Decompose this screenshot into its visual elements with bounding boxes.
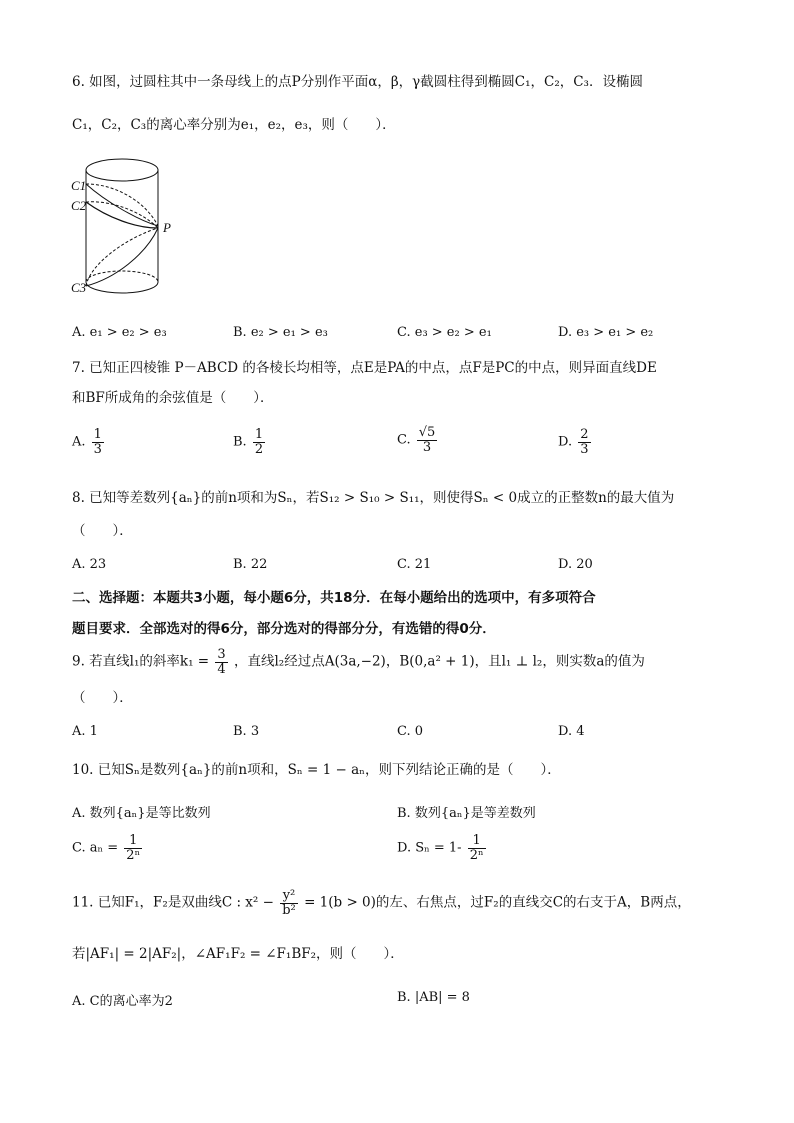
- q8-line2: （ ）．: [72, 523, 133, 539]
- fraction: $\frac{1}{2}$: [254, 427, 264, 457]
- label-c2: C2: [71, 198, 87, 213]
- section2-heading-line1: 二、选择题：本题共3小题，每小题6分，共18分．在每小题给出的选项中，有多项符合: [72, 590, 596, 606]
- q11-text-pre: 11. 已知F₁，F₂是双曲线C : x² −: [72, 894, 274, 911]
- label-p: P: [163, 220, 171, 235]
- q9-option-c[interactable]: C. 0: [397, 724, 424, 739]
- q9-line2: （ ）．: [72, 690, 133, 706]
- option-letter: B.: [233, 434, 247, 450]
- q11-option-a[interactable]: A. C的离心率为2: [72, 994, 173, 1009]
- q10-option-a[interactable]: A. 数列{aₙ}是等比数列: [72, 806, 211, 821]
- section2-heading-line2: 题目要求．全部选对的得6分，部分选对的得部分分，有选错的得0分．: [72, 621, 496, 637]
- q9-option-d[interactable]: D. 4: [558, 724, 585, 739]
- q9-option-a[interactable]: A. 1: [72, 724, 98, 739]
- label-c3: C3: [71, 280, 87, 295]
- q6-line2: C₁，C₂，C₃的离心率分别为e₁，e₂，e₃，则（ ）．: [72, 117, 396, 133]
- q10-option-c[interactable]: [72, 834, 144, 862]
- cylinder-bottom-back: [86, 271, 158, 282]
- q10-option-c-text: C. aₙ =: [72, 840, 119, 856]
- q8-option-a[interactable]: A. 23: [72, 557, 107, 572]
- q11-line2: 若|AF₁| = 2|AF₂|，∠AF₁F₂ = ∠F₁BF₂，则（ ）．: [72, 946, 404, 962]
- q11-line1: [72, 889, 691, 917]
- q9-option-b[interactable]: B. 3: [233, 724, 260, 739]
- q7-line2: 和BF所成角的余弦值是（ ）．: [72, 390, 274, 406]
- q10-option-d[interactable]: [397, 834, 488, 862]
- q8-option-d[interactable]: D. 20: [558, 557, 593, 572]
- ellipse-c1-back: [86, 184, 158, 226]
- fraction: $\frac{1}{\text{2ⁿ}}$: [469, 833, 484, 863]
- cylinder-top-ellipse: [86, 159, 158, 181]
- ellipse-c1-front: [86, 184, 158, 226]
- q11-text-post: = 1(b > 0)的左、右焦点，过F₂的直线交C的右支于A，B两点，: [304, 894, 691, 911]
- fraction: $\frac{2}{3}$: [580, 427, 589, 457]
- q9-slope-fraction: $\frac{3}{4}$: [217, 647, 226, 677]
- ellipse-c2-back: [86, 202, 158, 228]
- q8-line1: 8. 已知等差数列{aₙ}的前n项和为Sₙ，若S₁₂ > S₁₀ > S₁₁，则使得Sₙ < 0成立的正整数n的最大值为: [72, 490, 675, 506]
- q6-option-a[interactable]: A. e₁ > e₂ > e₃: [72, 325, 167, 340]
- ellipse-c2-front: [86, 202, 158, 228]
- q8-option-c[interactable]: C. 21: [397, 557, 432, 572]
- q11-option-b[interactable]: B. |AB| = 8: [397, 990, 470, 1005]
- q6-option-b[interactable]: B. e₂ > e₁ > e₃: [233, 325, 328, 340]
- option-letter: A.: [72, 434, 86, 450]
- ellipse-c3-front: [86, 228, 158, 286]
- q11-hyperbola-fraction: $\frac{\text{y²}}{\text{b²}}$: [282, 888, 296, 918]
- label-c1: C1: [71, 178, 87, 193]
- q10-line1: 10. 已知Sₙ是数列{aₙ}的前n项和，Sₙ = 1 − aₙ，则下列结论正确的是（ ）．: [72, 762, 561, 778]
- q7-option-d[interactable]: [558, 428, 593, 456]
- fraction: $\frac{√5}{3}$: [418, 425, 436, 455]
- option-letter: D.: [558, 434, 573, 450]
- q10-option-b[interactable]: B. 数列{aₙ}是等差数列: [397, 806, 536, 821]
- q6-option-c[interactable]: C. e₃ > e₂ > e₁: [397, 325, 492, 340]
- fraction: $\frac{1}{\text{2ⁿ}}$: [126, 833, 141, 863]
- q6-option-d[interactable]: D. e₃ > e₁ > e₂: [558, 325, 654, 340]
- q7-option-c[interactable]: [397, 426, 439, 454]
- q7-option-b[interactable]: [233, 428, 267, 456]
- q9-line1: [72, 648, 645, 676]
- q7-line1: 7. 已知正四棱锥 P－ABCD 的各棱长均相等，点E是PA的中点，点F是PC的中点，则异面直线DE: [72, 360, 657, 376]
- q7-option-a[interactable]: [72, 428, 106, 456]
- ellipse-c3-back: [86, 228, 158, 286]
- cylinder-bottom-front: [86, 282, 158, 293]
- q6-line1: 6. 如图，过圆柱其中一条母线上的点P分别作平面α，β，γ截圆柱得到椭圆C₁，C₂，C₃．设椭圆: [72, 74, 643, 90]
- q9-text-pre: 9. 若直线l₁的斜率k₁ =: [72, 653, 210, 670]
- q8-option-b[interactable]: B. 22: [233, 557, 268, 572]
- q9-text-post: ，直线l₂经过点A(3a,−2)，B(0,a² + 1)，且l₁ ⊥ l₂，则实数a的值为: [233, 653, 645, 670]
- cylinder-figure: [66, 150, 186, 300]
- fraction: $\frac{1}{3}$: [93, 427, 102, 457]
- option-letter: C.: [397, 432, 411, 448]
- q10-option-d-text: D. Sₙ = 1-: [397, 840, 462, 856]
